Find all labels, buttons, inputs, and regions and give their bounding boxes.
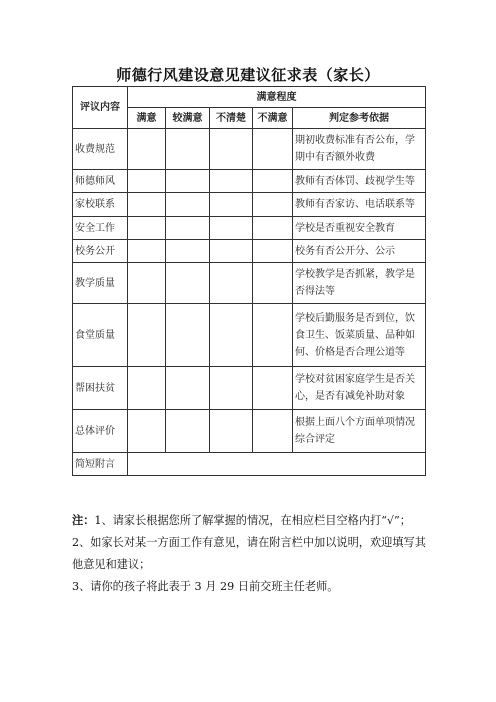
checkbox-cell[interactable]	[210, 217, 253, 240]
col-header-unsatisfied: 不满意	[253, 108, 293, 129]
checkbox-cell[interactable]	[166, 263, 210, 304]
row-item: 校务公开	[73, 240, 128, 263]
row-item: 安全工作	[73, 217, 128, 240]
checkbox-cell[interactable]	[128, 217, 166, 240]
row-criteria: 学校教学是否抓紧，教学是否得法等	[293, 263, 426, 304]
table-row-comments	[73, 453, 426, 476]
row-item: 教学质量	[73, 263, 128, 304]
checkbox-cell[interactable]	[253, 263, 293, 304]
checkbox-cell[interactable]	[253, 240, 293, 263]
checkbox-cell[interactable]	[253, 129, 293, 170]
col-header-unclear: 不清楚	[210, 108, 253, 129]
group-header: 满意程度	[128, 87, 426, 108]
note-line-2: 2、如家长对某一方面工作有意见，请在附言栏中加以说明，欢迎填写其他意见和建议；	[72, 536, 426, 571]
table-row	[73, 217, 426, 240]
checkbox-cell[interactable]	[210, 263, 253, 304]
checkbox-cell[interactable]	[128, 304, 166, 367]
footer-item: 简短附言	[73, 453, 128, 476]
table-row	[73, 129, 426, 170]
checkbox-cell[interactable]	[210, 129, 253, 170]
checkbox-cell[interactable]	[210, 410, 253, 453]
row-criteria: 学校对贫困家庭学生是否关心，是否有减免补助对象	[293, 367, 426, 410]
checkbox-cell[interactable]	[166, 217, 210, 240]
table-row	[73, 410, 426, 453]
checkbox-cell[interactable]	[253, 170, 293, 193]
row-criteria: 校务有否公开分、公示	[293, 240, 426, 263]
row-item: 帮困扶贫	[73, 367, 128, 410]
checkbox-cell[interactable]	[128, 263, 166, 304]
checkbox-cell[interactable]	[166, 304, 210, 367]
row-item: 总体评价	[73, 410, 128, 453]
survey-table	[72, 86, 426, 476]
checkbox-cell[interactable]	[210, 367, 253, 410]
checkbox-cell[interactable]	[166, 170, 210, 193]
checkbox-cell[interactable]	[210, 170, 253, 193]
checkbox-cell[interactable]	[166, 367, 210, 410]
col-header-criteria: 判定参考依据	[293, 108, 426, 129]
checkbox-cell[interactable]	[253, 367, 293, 410]
comments-field[interactable]	[128, 453, 426, 476]
checkbox-cell[interactable]	[253, 193, 293, 217]
row-criteria: 教师有否体罚、歧视学生等	[293, 170, 426, 193]
table-row	[73, 263, 426, 304]
checkbox-cell[interactable]	[253, 304, 293, 367]
checkbox-cell[interactable]	[210, 193, 253, 217]
col-header-fairly-satisfied: 较满意	[166, 108, 210, 129]
row-item: 收费规范	[73, 129, 128, 170]
checkbox-cell[interactable]	[166, 240, 210, 263]
row-criteria: 教师有否家访、电话联系等	[293, 193, 426, 217]
row-criteria: 根据上面八个方面单项情况综合评定	[293, 410, 426, 453]
notes-section	[72, 510, 432, 598]
note-line-1	[72, 510, 432, 532]
checkbox-cell[interactable]	[128, 240, 166, 263]
table-row	[73, 240, 426, 263]
row-criteria: 学校后勤服务是否到位，饮食卫生、饭菜质量、品种如何、价格是否合理公道等	[293, 304, 426, 367]
col-header-satisfied: 满意	[128, 108, 166, 129]
form-title: 师德行风建设意见建议征求表（家长）	[116, 66, 380, 84]
notes-label: 注：	[72, 514, 95, 527]
row-item: 家校联系	[73, 193, 128, 217]
checkbox-cell[interactable]	[210, 240, 253, 263]
checkbox-cell[interactable]	[166, 193, 210, 217]
note-line-3: 3、请你的孩子将此表于 3 月 29 日前交班主任老师。	[72, 580, 339, 593]
row-criteria: 学校是否重视安全教育	[293, 217, 426, 240]
note-text-1: 1、请家长根据您所了解掌握的情况，在相应栏目空格内打“√”；	[94, 514, 411, 527]
checkbox-cell[interactable]	[253, 410, 293, 453]
table-row	[73, 193, 426, 217]
checkbox-cell[interactable]	[128, 193, 166, 217]
table-row	[73, 304, 426, 367]
table-row	[73, 170, 426, 193]
table-row	[73, 367, 426, 410]
checkbox-cell[interactable]	[128, 129, 166, 170]
checkbox-cell[interactable]	[253, 217, 293, 240]
checkbox-cell[interactable]	[210, 304, 253, 367]
checkbox-cell[interactable]	[128, 367, 166, 410]
row-criteria: 期初收费标准有否公布，学期中有否额外收费	[293, 129, 426, 170]
checkbox-cell[interactable]	[166, 129, 210, 170]
checkbox-cell[interactable]	[128, 410, 166, 453]
row-item: 食堂质量	[73, 304, 128, 367]
checkbox-cell[interactable]	[128, 170, 166, 193]
row-item: 师德师风	[73, 170, 128, 193]
row-header: 评议内容	[73, 87, 128, 129]
checkbox-cell[interactable]	[166, 410, 210, 453]
